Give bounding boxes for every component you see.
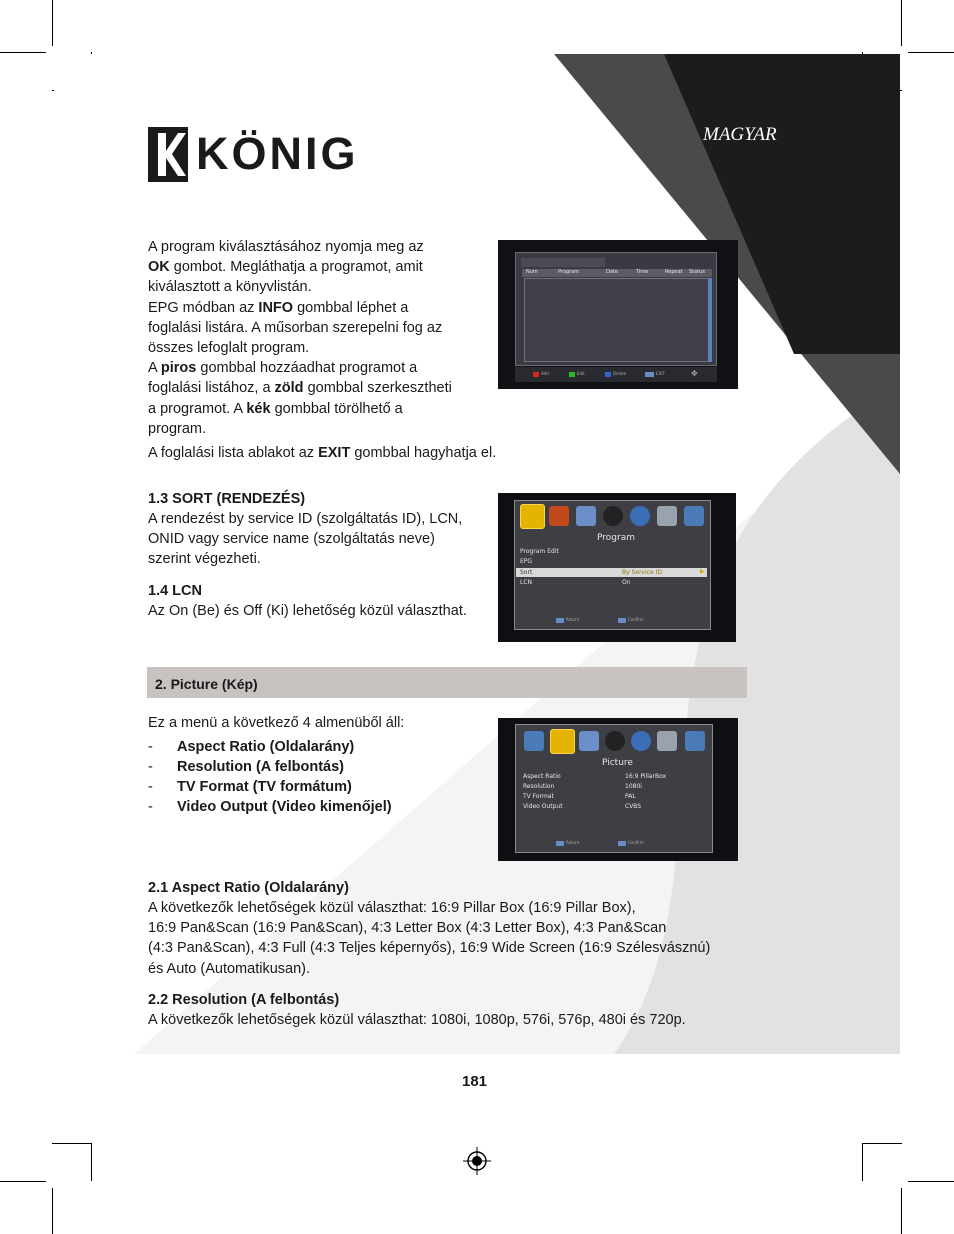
text-line: ONID vagy service name (szolgáltatás neve) — [148, 531, 435, 548]
text-line: A program kiválasztásához nyomja meg az — [148, 239, 424, 255]
text-line: és Auto (Automatikusan). — [148, 960, 310, 977]
schedule-button-label: Add — [541, 371, 549, 376]
text-line: összes lefoglalt program. — [148, 340, 310, 357]
program-menu-icon — [520, 504, 545, 529]
text-line: program. — [148, 420, 207, 437]
program-menu-selected-row[interactable] — [516, 568, 707, 577]
program-menu-value: By Service ID — [622, 569, 663, 576]
schedule-column-header: Num — [526, 269, 538, 275]
picture-menu-value: PAL — [625, 793, 636, 800]
lcn-heading: 1.4 LCN — [148, 583, 202, 599]
red-button-icon — [533, 372, 539, 377]
picture-footer-label: Confirm — [628, 840, 644, 845]
schedule-column-header: Status — [689, 269, 705, 275]
crop-mark — [901, 1188, 902, 1234]
epg-exit-line: A foglalási lista ablakot az EXIT gombbal hagyhatja el. — [148, 445, 497, 461]
globe-menu-icon — [631, 731, 651, 751]
picture-footer-label: Return — [566, 840, 580, 845]
program-footer-label: Confirm — [628, 617, 644, 622]
aspect-heading: 2.1 Aspect Ratio (Oldalarány) — [148, 880, 349, 896]
blue-button-icon — [605, 372, 611, 377]
tools-menu-icon — [657, 506, 677, 526]
sort-paragraph — [148, 509, 493, 570]
crop-mark — [901, 0, 902, 46]
system-menu-icon — [684, 506, 704, 526]
text-line: A rendezést by service ID (szolgáltatás ID), LCN, — [148, 511, 463, 527]
picture-menu-value: CVBS — [625, 803, 642, 810]
crop-mark — [52, 1188, 53, 1234]
schedule-column-header: Date — [606, 269, 618, 275]
crop-mark — [52, 1143, 92, 1144]
program-menu-item[interactable]: LCN — [520, 579, 533, 586]
schedule-button-label: EXIT — [656, 371, 665, 376]
registration-mark-icon — [463, 1147, 491, 1175]
time-menu-icon — [605, 731, 625, 751]
crop-mark — [91, 1143, 92, 1181]
crop-mark — [0, 52, 46, 53]
page-number: 181 — [462, 1073, 488, 1090]
arrow-right-icon: ▶ — [700, 569, 705, 575]
picture-menu-icon — [550, 729, 575, 754]
program-menu-value: On — [622, 579, 631, 586]
program-footer-label: Return — [566, 617, 580, 622]
crop-mark — [908, 1181, 954, 1182]
lcn-paragraph: Az On (Be) és Off (Ki) lehetőség közül választhat. — [148, 603, 467, 619]
brand-name: KÖNIG — [196, 128, 359, 179]
return-key-icon — [556, 841, 564, 846]
globe-menu-icon — [630, 506, 650, 526]
schedule-button-label: Edit — [577, 371, 585, 376]
schedule-column-header: Time — [636, 269, 649, 275]
crop-mark — [52, 0, 53, 46]
tools-menu-icon — [657, 731, 677, 751]
ok-key-icon — [618, 841, 626, 846]
program-menu-title: Program — [597, 533, 635, 543]
text-line: kiválasztott a könyvlistán. — [148, 279, 312, 296]
picture-menu-title: Picture — [602, 758, 633, 768]
exit-button-icon — [645, 372, 654, 377]
program-screenshot — [498, 493, 736, 642]
picture-menu-item[interactable]: TV Format — [523, 793, 554, 800]
crop-mark — [862, 1143, 902, 1144]
section-heading: 2. Picture (Kép) — [155, 676, 258, 692]
picture-intro: Ez a menü a következő 4 almenüből áll: — [148, 715, 405, 731]
crop-mark — [0, 1181, 46, 1182]
search-menu-icon — [576, 506, 596, 526]
schedule-column-header: Program — [558, 269, 580, 275]
picture-menu-item[interactable]: Aspect Ratio — [523, 773, 561, 780]
schedule-button-label: Delete — [613, 371, 627, 376]
schedule-column-header: Repeat — [665, 269, 683, 275]
ok-key-icon — [618, 618, 626, 623]
picture-menu-item[interactable]: Resolution — [523, 783, 555, 790]
sort-heading: 1.3 SORT (RENDEZÉS) — [148, 491, 306, 507]
text-line: a programot. A kék gombbal törölhető a — [148, 400, 403, 417]
picture-menu-icon — [549, 506, 569, 526]
picture-menu-item[interactable]: Video Output — [523, 803, 563, 810]
program-menu-item[interactable]: Sort — [520, 569, 533, 576]
epg-paragraph — [148, 237, 493, 439]
schedule-scrollbar — [708, 278, 712, 362]
picture-screenshot — [498, 718, 738, 861]
text-line: foglalási listára. A műsorban szerepelni fog az — [148, 319, 443, 336]
crop-mark — [908, 52, 954, 53]
text-line: A piros gombbal hozzáadhat programot a — [148, 360, 418, 377]
program-menu-item[interactable]: Program Edit — [520, 548, 559, 555]
text-line: (4:3 Pan&Scan), 4:3 Full (4:3 Teljes képernyős), 16:9 Wide Screen (16:9 Szélesvásznú) — [148, 940, 711, 957]
picture-menu-value: 1080i — [625, 783, 642, 790]
text-line: szerint végezheti. — [148, 551, 261, 568]
navigation-arrows-icon: ✥ — [691, 369, 698, 378]
schedule-list-area — [524, 278, 709, 362]
text-line: A következők lehetőségek közül választhat: 16:9 Pillar Box (16:9 Pillar Box), — [148, 900, 636, 916]
schedule-screenshot — [498, 240, 738, 389]
program-menu-icon — [524, 731, 544, 751]
text-line: EPG módban az INFO gombbal léphet a — [148, 299, 409, 316]
resolution-heading: 2.2 Resolution (A felbontás) — [148, 992, 340, 1008]
konig-logo-icon — [148, 127, 188, 182]
system-menu-icon — [685, 731, 705, 751]
schedule-title-bar — [521, 258, 605, 267]
program-menu-item[interactable]: EPG — [520, 558, 533, 565]
aspect-paragraph — [148, 898, 748, 979]
resolution-paragraph: A következők lehetőségek közül választhat: 1080i, 1080p, 576i, 576p, 480i és 720p. — [148, 1012, 686, 1028]
search-menu-icon — [579, 731, 599, 751]
crop-mark — [862, 1143, 863, 1181]
text-line: OK gombot. Megláthatja a programot, amit — [148, 259, 423, 276]
language-label: MAGYAR — [703, 124, 777, 145]
return-key-icon — [556, 618, 564, 623]
green-button-icon — [569, 372, 575, 377]
text-line: foglalási listához, a zöld gombbal szerkesztheti — [148, 380, 452, 397]
picture-menu-value: 16:9 PillarBox — [625, 773, 667, 780]
time-menu-icon — [603, 506, 623, 526]
text-line: 16:9 Pan&Scan (16:9 Pan&Scan), 4:3 Letter Box (4:3 Letter Box), 4:3 Pan&Scan — [148, 920, 667, 937]
